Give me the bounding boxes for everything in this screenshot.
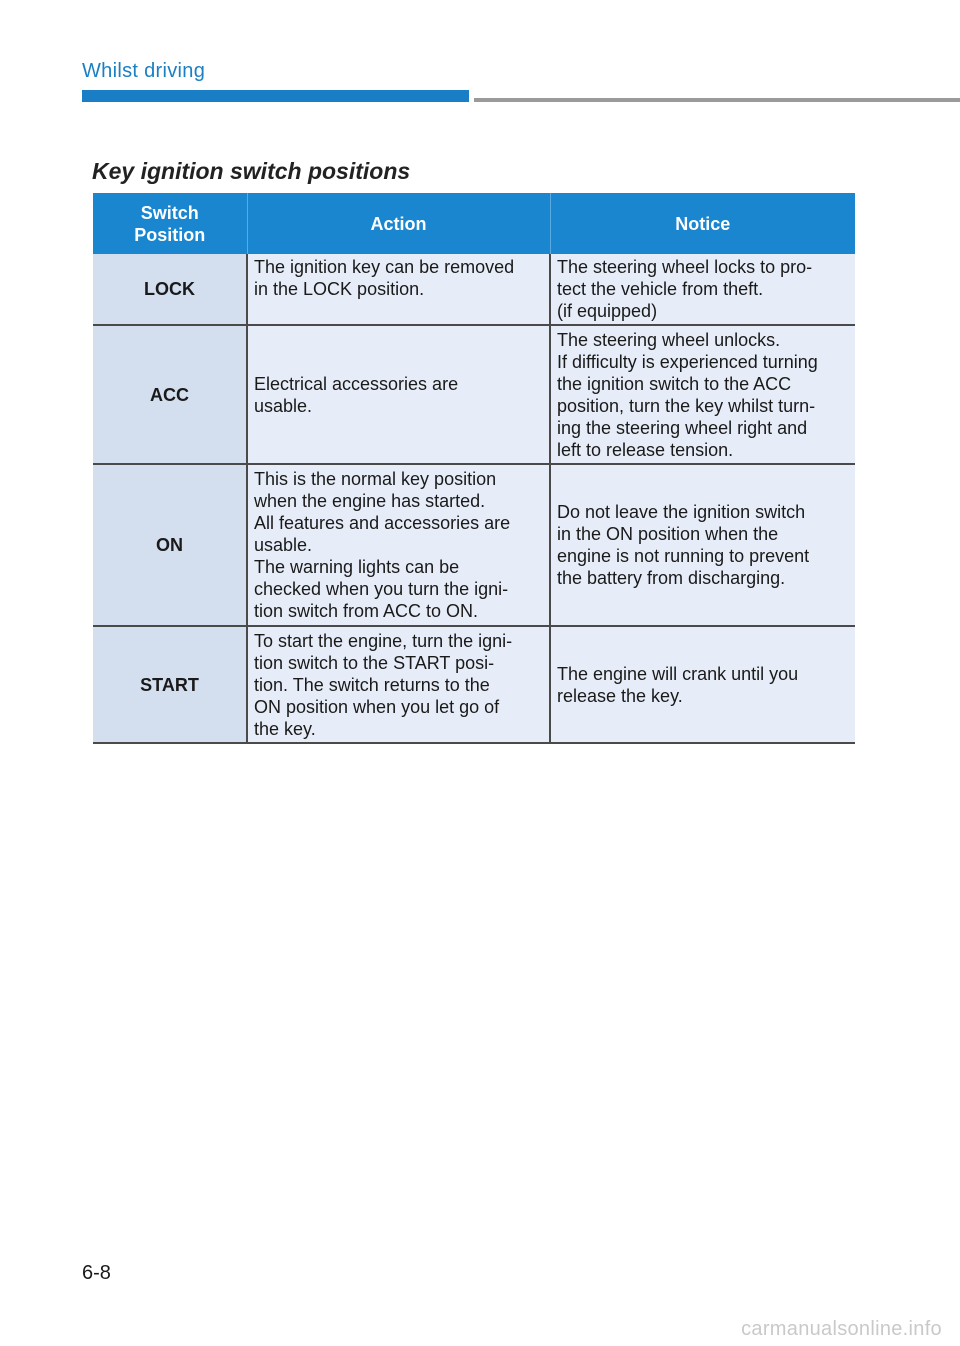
column-header-action (247, 193, 550, 254)
text-line: tion. The switch returns to the (254, 674, 490, 695)
text-line: (if equipped) (557, 301, 658, 321)
text-line: The engine will crank until you (557, 663, 799, 684)
text-line: in the ON position when the (557, 524, 779, 544)
text-line: usable. (254, 535, 313, 555)
text-line: tion switch from ACC to ON. (254, 601, 479, 621)
text-line: release the key. (557, 685, 683, 706)
text-line: engine is not running to prevent (557, 546, 810, 566)
action-cell (247, 254, 550, 325)
text-line: usable. (254, 395, 313, 416)
text-line: If difficulty is experienced turning (557, 351, 818, 372)
notice-cell (550, 626, 855, 743)
position-cell: ON (93, 464, 247, 626)
header-rule (474, 98, 960, 102)
text-line: Electrical accessories are (254, 373, 459, 394)
table-row (93, 325, 855, 464)
text-line: The warning lights can be (254, 557, 460, 577)
table-row (93, 464, 855, 626)
table-header-row (93, 193, 855, 254)
watermark: carmanualsonline.info (741, 1318, 942, 1340)
header-rule-accent (82, 90, 469, 102)
action-cell (247, 626, 550, 743)
text-line: This is the normal key position (254, 469, 497, 489)
text-line: ON position when you let go of (254, 696, 500, 717)
text-line: All features and accessories are (254, 513, 511, 533)
table-row (93, 626, 855, 743)
text-line: tect the vehicle from theft. (557, 279, 764, 299)
notice-cell (550, 325, 855, 464)
header-line: Position (134, 224, 206, 245)
header-line: Notice (675, 213, 731, 234)
column-header-notice (550, 193, 855, 254)
text-line: the key. (254, 718, 316, 739)
text-line: left to release tension. (557, 439, 734, 460)
text-line: The ignition key can be removed (254, 257, 515, 277)
text-line: in the LOCK position. (254, 279, 425, 299)
position-cell: START (93, 626, 247, 743)
text-line: The steering wheel locks to pro- (557, 257, 813, 277)
table-row (93, 254, 855, 325)
page-heading: Key ignition switch positions (92, 158, 411, 184)
text-line: The steering wheel unlocks. (557, 329, 781, 350)
page-number: 6-8 (82, 1262, 111, 1284)
text-line: Do not leave the ignition switch (557, 502, 806, 522)
text-line: the ignition switch to the ACC (557, 373, 792, 394)
column-header-switch-position (93, 193, 247, 254)
position-cell: LOCK (93, 254, 247, 325)
ignition-positions-table (93, 193, 855, 744)
text-line: position, turn the key whilst turn- (557, 395, 816, 416)
text-line: when the engine has started. (254, 491, 486, 511)
position-cell: ACC (93, 325, 247, 464)
action-cell (247, 464, 550, 626)
text-line: the battery from discharging. (557, 568, 786, 588)
text-line: ing the steering wheel right and (557, 417, 808, 438)
text-line: checked when you turn the igni- (254, 579, 509, 599)
header-line: Action (370, 213, 427, 234)
notice-cell (550, 464, 855, 626)
text-line: To start the engine, turn the igni- (254, 630, 513, 651)
header-line: Switch (140, 202, 199, 223)
action-cell (247, 325, 550, 464)
text-line: tion switch to the START posi- (254, 652, 495, 673)
notice-cell (550, 254, 855, 325)
section-label: Whilst driving (82, 60, 206, 82)
